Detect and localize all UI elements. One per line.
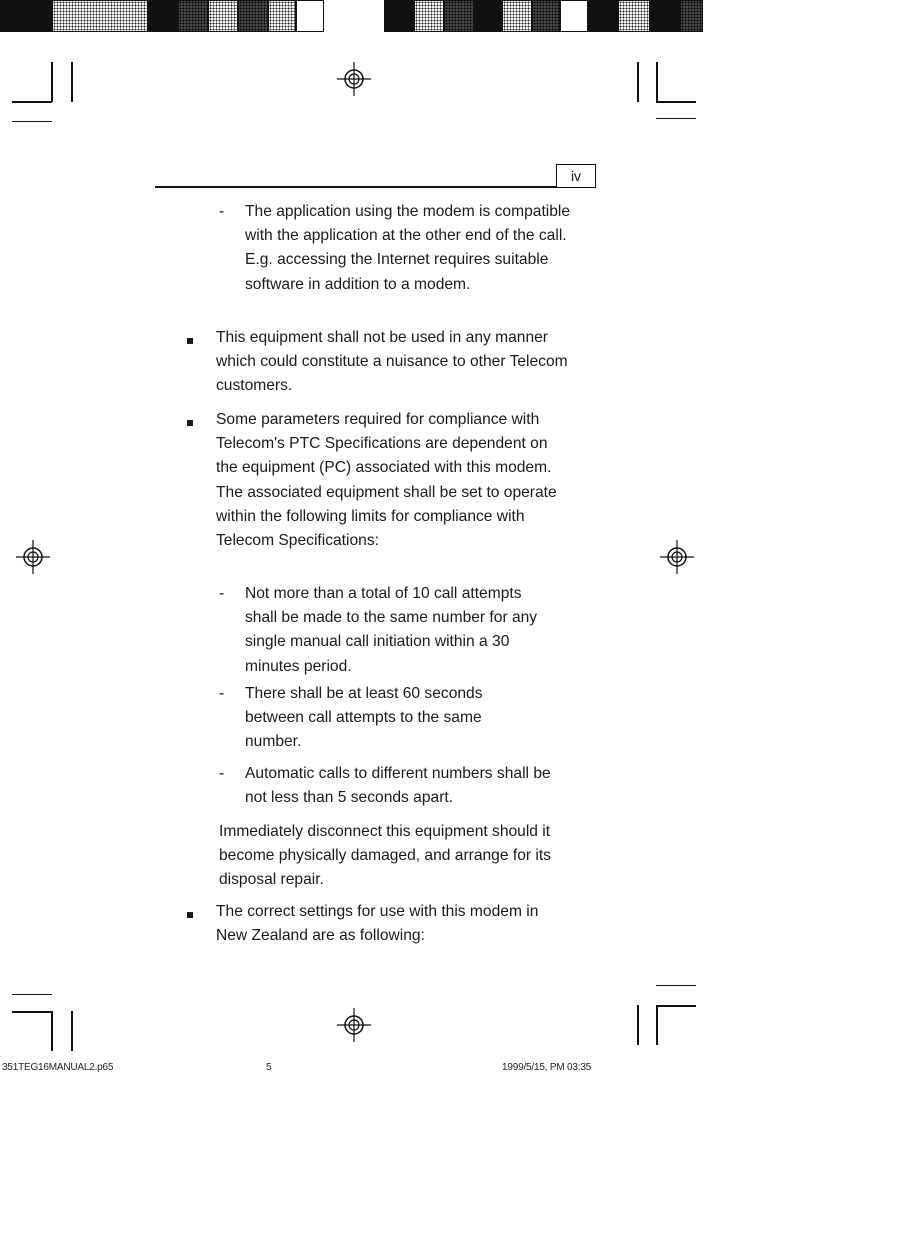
color-bar-black-right bbox=[384, 0, 414, 32]
color-bar-tint-2 bbox=[178, 0, 208, 32]
color-bar-black-2 bbox=[148, 0, 178, 32]
registration-mark-left-icon bbox=[16, 540, 50, 574]
list-dash: - bbox=[219, 585, 225, 602]
registration-mark-top-icon bbox=[337, 62, 371, 96]
crop-mark-top-right-h bbox=[656, 101, 696, 103]
crop-mark-top-right-h2 bbox=[656, 118, 696, 119]
sub-item-automatic-calls: Automatic calls to different numbers shall be not less than 5 seconds apart. bbox=[245, 765, 551, 807]
color-bar-black-5 bbox=[650, 0, 680, 32]
crop-mark-bottom-left-v2 bbox=[71, 1011, 73, 1051]
color-bar-white-1 bbox=[296, 0, 324, 32]
color-bar-tint-9 bbox=[532, 0, 560, 32]
registration-mark-bottom-icon bbox=[337, 1008, 371, 1042]
bullet-icon bbox=[187, 338, 193, 344]
footer-timestamp: 1999/5/15, PM 03:35 bbox=[502, 1062, 592, 1073]
list-dash: - bbox=[219, 203, 225, 220]
page-folio: iv bbox=[556, 164, 596, 188]
list-dash: - bbox=[219, 765, 225, 782]
bullet-nz-settings: The correct settings for use with this modem in New Zealand are as following: bbox=[216, 903, 539, 945]
bullet-compliance-parameters: Some parameters required for compliance with Telecom's PTC Specifications are dependent on the equipment (PC) associated with this modem. The associated equipment shall be set to operate within the following limits for compliance with Telecom Specifications: bbox=[216, 411, 557, 550]
crop-mark-top-left-h bbox=[12, 101, 52, 103]
crop-mark-bottom-right-v1 bbox=[637, 1005, 639, 1045]
color-bar-tint-8 bbox=[502, 0, 532, 32]
bullet-icon bbox=[187, 420, 193, 426]
footer-file-name: 351TEG16MANUAL2.p65 bbox=[2, 1062, 114, 1073]
disconnect-paragraph: Immediately disconnect this equipment should it become physically damaged, and arrange for its disposal repair. bbox=[219, 823, 551, 889]
list-dash: - bbox=[219, 685, 225, 702]
crop-mark-bottom-right-v2 bbox=[656, 1005, 658, 1045]
crop-mark-top-left-v2 bbox=[71, 62, 73, 102]
sub-item-application-compatibility: The application using the modem is compatible with the application at the other end of the call. E.g. accessing the Internet requires suitable software in addition to a modem. bbox=[245, 203, 571, 293]
crop-mark-bottom-left-h bbox=[12, 1011, 52, 1013]
crop-mark-bottom-left-v1 bbox=[51, 1011, 53, 1051]
color-bar-tint-6 bbox=[414, 0, 444, 32]
registration-mark-right-icon bbox=[660, 540, 694, 574]
color-bar-tint-5 bbox=[268, 0, 296, 32]
footer-page-number: 5 bbox=[266, 1062, 272, 1073]
crop-mark-bottom-left-h2 bbox=[12, 994, 52, 995]
crop-mark-top-left-h2 bbox=[12, 121, 52, 122]
sub-item-seconds-between-attempts: There shall be at least 60 seconds between call attempts to the same number. bbox=[245, 685, 483, 751]
color-bar-tint-1 bbox=[52, 0, 148, 32]
crop-mark-top-right-v2 bbox=[656, 62, 658, 102]
color-bar-tint-3 bbox=[208, 0, 238, 32]
color-bar-black-left bbox=[0, 0, 52, 32]
color-bar-tint-4 bbox=[238, 0, 268, 32]
bullet-nuisance-notice: This equipment shall not be used in any manner which could constitute a nuisance to other Telecom customers. bbox=[216, 329, 568, 395]
color-bar-black-4 bbox=[588, 0, 618, 32]
color-bar-tint-11 bbox=[680, 0, 703, 32]
bullet-icon bbox=[187, 912, 193, 918]
crop-mark-bottom-right-h bbox=[656, 1005, 696, 1007]
crop-mark-top-right-v1 bbox=[637, 62, 639, 102]
color-bar-tint-7 bbox=[444, 0, 474, 32]
header-rule bbox=[155, 186, 557, 188]
crop-mark-top-left-v1 bbox=[51, 62, 53, 102]
color-bar-tint-10 bbox=[618, 0, 650, 32]
sub-item-call-attempt-limit: Not more than a total of 10 call attempts shall be made to the same number for any single manual call initiation within a 30 minutes period. bbox=[245, 585, 538, 675]
color-bar-black-3 bbox=[474, 0, 502, 32]
crop-mark-bottom-right-h2 bbox=[656, 985, 696, 986]
color-bar-white-2 bbox=[560, 0, 588, 32]
